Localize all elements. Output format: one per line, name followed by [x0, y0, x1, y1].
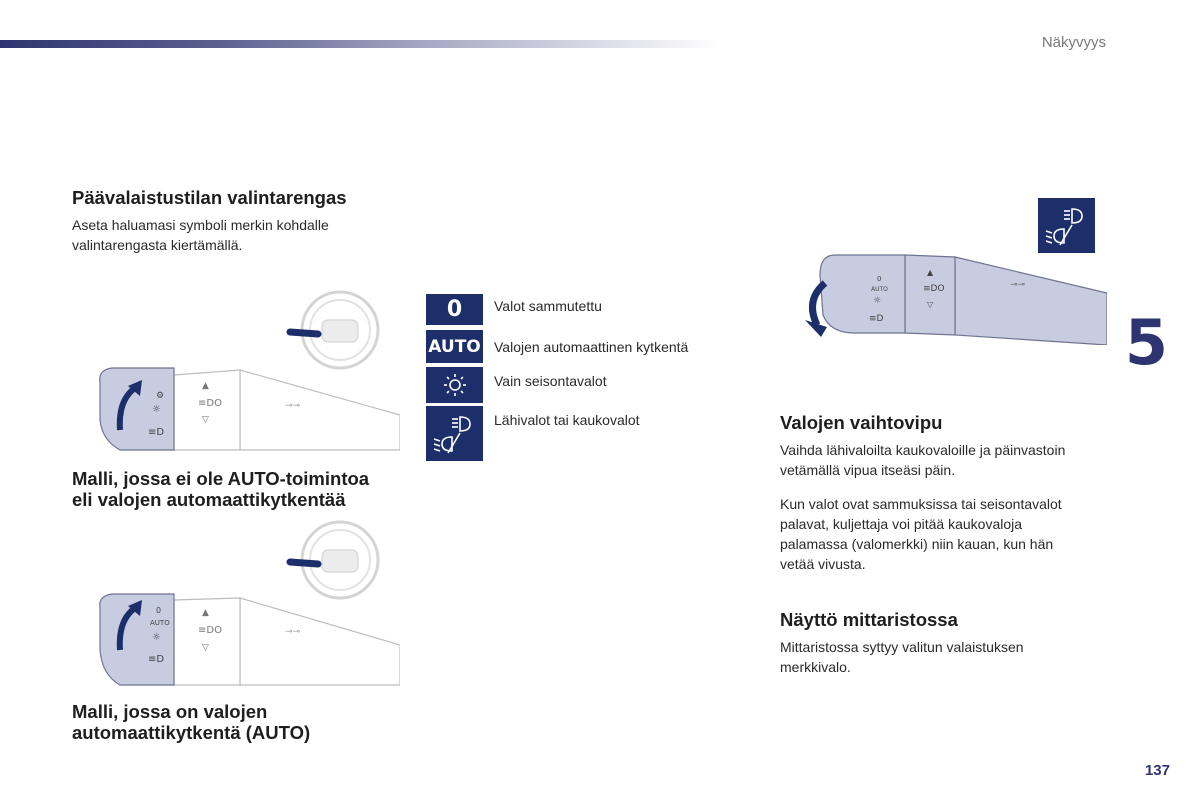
caption-line: eli valojen automaattikytkentää [72, 489, 346, 510]
heading-light-switching-stalk: Valojen vaihtovipu [780, 412, 943, 433]
paragraph-line: Kun valot ovat sammuksissa tai seisontavalot [780, 496, 1062, 512]
stalk-pull-illustration [795, 245, 1107, 345]
caption-line: automaattikytkentä (AUTO) [72, 722, 311, 743]
svg-text:▽: ▽ [202, 415, 209, 425]
svg-text:≡D: ≡D [148, 654, 165, 665]
paragraph-headlamp-flash [780, 494, 1062, 574]
steering-wheel-icon [290, 522, 378, 598]
paragraph-line: vetämällä vipua itseäsi päin. [780, 462, 956, 478]
header-gradient-bar [0, 40, 720, 48]
paragraph-beam-switch [780, 440, 1065, 480]
light-stalk [100, 368, 400, 450]
svg-text:▽: ▽ [202, 643, 209, 653]
paragraph-line: Mittaristossa syttyy valitun valaistuksen [780, 639, 1024, 655]
svg-text:≡D: ≡D [869, 314, 884, 324]
intro-paragraph [72, 215, 329, 255]
svg-text:≡DO: ≡DO [923, 284, 945, 294]
caption-line: Malli, jossa on valojen [72, 701, 268, 722]
intro-line: valintarengasta kiertämällä. [72, 237, 243, 253]
low-high-beam-icon [426, 406, 483, 461]
legend-label-lights-off: Valot sammutettu [494, 298, 602, 314]
intro-line: Aseta haluamasi symboli merkin kohdalle [72, 217, 329, 233]
stalk-illustration-auto [90, 520, 400, 690]
section-title: Näkyvyys [1041, 34, 1106, 51]
legend-label-auto: Valojen automaattinen kytkentä [494, 339, 689, 355]
paragraph-line: Vaihda lähivaloilta kaukovaloille ja päinvastoin [780, 442, 1066, 458]
svg-text:⊸⊸: ⊸⊸ [285, 627, 301, 637]
svg-text:▽: ▽ [927, 300, 934, 309]
stalk-auto-label: AUTO [150, 619, 170, 627]
svg-text:☼: ☼ [873, 296, 882, 306]
paragraph-line: merkkivalo. [780, 659, 851, 675]
steering-wheel-icon [290, 292, 378, 368]
light-stalk-auto [100, 594, 400, 685]
paragraph-indicator [780, 637, 1024, 677]
paragraph-line: palamassa (valomerkki) niin kauan, kun hän [780, 536, 1054, 552]
svg-text:⊸⊸: ⊸⊸ [285, 401, 301, 411]
zero-symbol-icon [426, 294, 483, 325]
heading-main-light-ring: Päävalaistustilan valintarengas [72, 187, 347, 208]
chapter-number: 5 [1124, 306, 1168, 379]
caption-model-with-auto [72, 701, 310, 743]
paragraph-line: vetää vivusta. [780, 556, 866, 572]
svg-text:▲: ▲ [202, 608, 209, 618]
svg-text:▲: ▲ [202, 381, 209, 391]
legend-label-low-high-beam: Lähivalot tai kaukovalot [494, 412, 640, 428]
svg-text:≡DO: ≡DO [198, 398, 222, 409]
svg-text:0: 0 [877, 275, 882, 283]
page-number: 137 [1144, 762, 1170, 779]
svg-text:▲: ▲ [927, 268, 934, 277]
zero-symbol: 0 [446, 297, 463, 322]
svg-text:☼: ☼ [152, 632, 161, 643]
auto-symbol-icon [426, 330, 483, 363]
heading-instrument-display: Näyttö mittaristossa [780, 609, 958, 630]
svg-text:≡D: ≡D [148, 427, 165, 438]
caption-model-without-auto [72, 468, 369, 510]
stalk-illustration-no-auto [90, 290, 400, 455]
legend-label-sidelights: Vain seisontavalot [494, 373, 607, 389]
svg-text:☼: ☼ [152, 404, 161, 415]
svg-text:0: 0 [156, 606, 162, 615]
sidelights-icon [426, 367, 483, 403]
caption-line: Malli, jossa ei ole AUTO-toimintoa [72, 468, 370, 489]
light-stalk-large [820, 255, 1107, 345]
svg-text:≡DO: ≡DO [198, 625, 222, 636]
svg-text:⚙: ⚙ [156, 391, 165, 401]
paragraph-line: palavat, kuljettaja voi pitää kaukovaloja [780, 516, 1023, 532]
stalk-auto-label: AUTO [871, 286, 888, 293]
auto-symbol: AUTO [428, 336, 481, 357]
svg-text:⊸⊸: ⊸⊸ [1010, 280, 1026, 290]
